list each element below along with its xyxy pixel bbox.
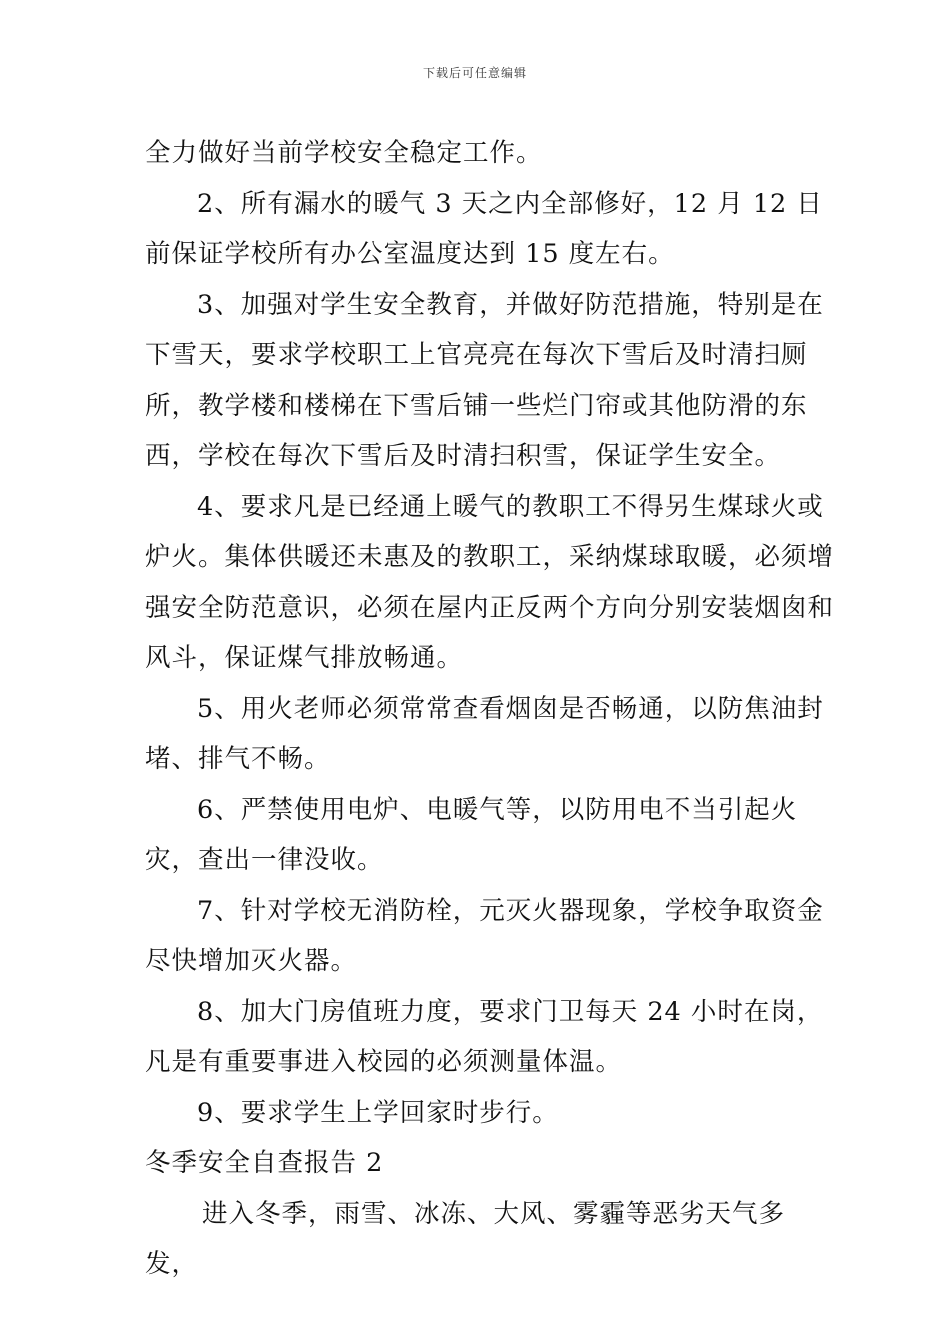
paragraph-item-3: 3、加强对学生安全教育，并做好防范措施，特别是在下雪天，要求学校职工上官亮亮在每次下雪后及时清扫厕所，教学楼和楼梯在下雪后铺一些烂门帘或其他防滑的东西，学校在每次下雪后及时清扫积雪，保证学生安全。	[145, 289, 824, 471]
paragraph-item-8: 8、加大门房值班力度，要求门卫每天 24 小时在岗，凡是有重要事进入校园的必须测量体温。	[145, 996, 824, 1077]
paragraph-item-4: 4、要求凡是已经通上暖气的教职工不得另生煤球火或炉火。集体供暖还未惠及的教职工，采纳煤球取暖，必须增强安全防范意识，必须在屋内正反两个方向分别安装烟囱和风斗，保证煤气排放畅通。	[145, 491, 835, 673]
page-header: 下载后可任意编辑	[422, 66, 527, 80]
document-body	[145, 128, 835, 1290]
paragraph-intro: 进入冬季，雨雪、冰冻、大风、雾霾等恶劣天气多发，	[145, 1198, 786, 1279]
paragraph-item-7: 7、针对学校无消防栓，元灭火器现象，学校争取资金尽快增加灭火器。	[145, 895, 824, 976]
paragraph-item-6: 6、严禁使用电炉、电暖气等，以防用电不当引起火灾，查出一律没收。	[145, 794, 798, 875]
paragraph-item-5: 5、用火老师必须常常查看烟囱是否畅通，以防焦油封堵、排气不畅。	[145, 693, 824, 774]
paragraph-item-9: 9、要求学生上学回家时步行。	[197, 1097, 559, 1128]
paragraph-item-2: 2、所有漏水的暖气 3 天之内全部修好，12 月 12 日前保证学校所有办公室温度达到 15 度左右。	[145, 188, 823, 269]
paragraph-continuation: 全力做好当前学校安全稳定工作。	[145, 138, 543, 168]
section-heading: 冬季安全自查报告 2	[145, 1148, 384, 1178]
